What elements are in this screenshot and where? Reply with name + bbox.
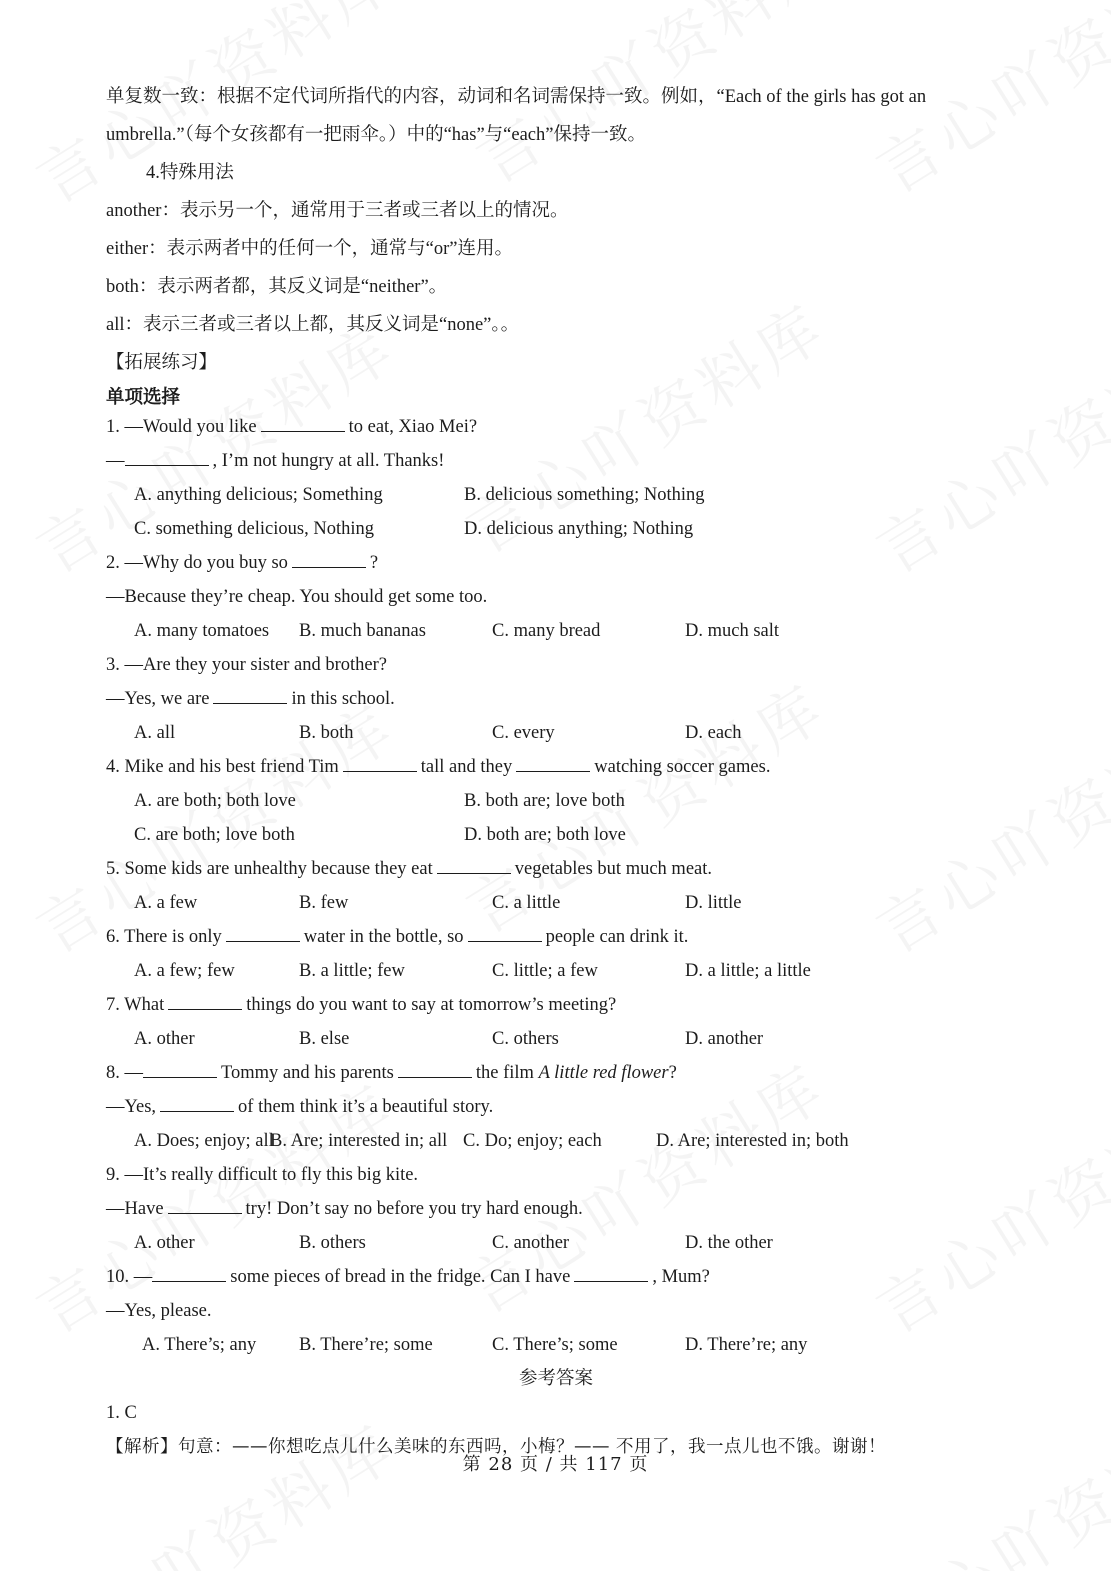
options-row [106,614,1006,648]
usage-line: both：表示两者都，其反义词是“neither”。 [106,277,448,297]
options-row [106,1022,1006,1056]
practice-heading: 【拓展练习】 [106,353,218,373]
answer-blank [226,923,300,942]
answer-blank [292,549,366,568]
option: A. many tomatoes [134,621,270,641]
question-9: 9. —It’s really difficult to fly this big kite. [106,1165,419,1185]
option: B. much bananas [299,621,426,641]
usage-line: another：表示另一个，通常用于三者或三者以上的情况。 [106,201,569,221]
question-8-response: —Yes, of them think it’s a beautiful story. [106,1090,1006,1124]
option: C. are both; love both [134,825,295,845]
option: A. Does; enjoy; all [134,1131,274,1151]
option: D. little [685,893,742,913]
option: C. every [492,723,555,743]
option: D. a little; a little [685,961,811,981]
answer-blank [152,1263,226,1282]
options-row [106,1124,1006,1158]
question-3: 3. —Are they your sister and brother? [106,655,388,675]
option: A. are both; both love [134,791,296,811]
option: A. all [134,723,176,743]
question-1: 1. —Would you like to eat, Xiao Mei? [106,410,1006,444]
page-footer: 第 28 页 / 共 117 页 [462,1454,649,1475]
option: C. others [492,1029,559,1049]
option: B. else [299,1029,350,1049]
option: B. Are; interested in; all [270,1131,448,1151]
option: C. little; a few [492,961,598,981]
option: B. a little; few [299,961,405,981]
option: B. delicious something; Nothing [464,485,705,505]
option: A. a few; few [134,961,235,981]
answer-blank [125,447,209,466]
answer-blank [143,1059,217,1078]
answer-blank [437,855,511,874]
option: B. both [299,723,354,743]
option: D. Are; interested in; both [656,1131,849,1151]
options-row [106,1226,1006,1260]
option: C. another [492,1233,570,1253]
option: C. There’s; some [492,1335,618,1355]
options-row [106,886,1006,920]
question-8: 8. — Tommy and his parents the film A little red flower? [106,1056,1006,1090]
option: C. something delicious, Nothing [134,519,374,539]
answer-analysis: 【解析】句意：——你想吃点儿什么美味的东西吗，小梅？—— 不用了，我一点儿也不饿。谢谢！ [106,1437,887,1457]
option: B. few [299,893,349,913]
options-row [106,784,1006,818]
answer-blank [168,991,242,1010]
option: D. the other [685,1233,773,1253]
option: A. anything delicious; Something [134,485,383,505]
answer-blank [398,1059,472,1078]
answer-blank [468,923,542,942]
option: D. both are; both love [464,825,626,845]
option: C. a little [492,893,561,913]
option: D. another [685,1029,764,1049]
options-row [106,1328,1006,1362]
option: B. others [299,1233,366,1253]
question-3-response: —Yes, we are in this school. [106,682,1006,716]
options-row [106,478,1006,512]
options-row [106,512,1006,546]
intro-line: 单复数一致：根据不定代词所指代的内容，动词和名词需保持一致。例如，“Each of the girls has got an [106,87,927,107]
option: D. There’re; any [685,1335,808,1355]
option: D. delicious anything; Nothing [464,519,694,539]
option: D. much salt [685,621,780,641]
options-row [106,716,1006,750]
usage-line: either：表示两者中的任何一个，通常与“or”连用。 [106,239,513,259]
option: D. each [685,723,742,743]
options-row [106,954,1006,988]
option: B. There’re; some [299,1335,433,1355]
question-5: 5. Some kids are unhealthy because they eat vegetables but much meat. [106,852,1006,886]
option: A. a few [134,893,198,913]
answer-blank [160,1093,234,1112]
question-1-response: — , I’m not hungry at all. Thanks! [106,444,1006,478]
answer-blank [261,413,345,432]
intro-line: umbrella.”（每个女孩都有一把雨伞。）中的“has”与“each”保持一致。 [106,125,646,145]
question-4: 4. Mike and his best friend Tim tall and they watching soccer games. [106,750,1006,784]
option: A. other [134,1233,195,1253]
practice-subheading: 单项选择 [106,388,181,408]
answer-blank [213,685,287,704]
option: A. other [134,1029,195,1049]
question-10-response: —Yes, please. [106,1301,212,1321]
options-row [106,818,1006,852]
question-6: 6. There is only water in the bottle, so people can drink it. [106,920,1006,954]
answer-blank [168,1195,242,1214]
option: A. There’s; any [142,1335,257,1355]
question-2: 2. —Why do you buy so ? [106,546,1006,580]
film-title: A little red flower [538,1063,669,1083]
section-title: 4.特殊用法 [146,163,234,183]
question-7: 7. What things do you want to say at tomorrow’s meeting? [106,988,1006,1022]
option: C. Do; enjoy; each [463,1131,602,1151]
answer-item: 1. C [106,1403,137,1423]
question-9-response: —Have try! Don’t say no before you try hard enough. [106,1192,1006,1226]
option: B. both are; love both [464,791,625,811]
answers-title: 参考答案 [518,1369,593,1389]
document-page [106,80,1006,1464]
usage-line: all：表示三者或三者以上都，其反义词是“none”。。 [106,315,520,335]
question-10: 10. — some pieces of bread in the fridge. Can I have , Mum? [106,1260,1006,1294]
option: C. many bread [492,621,601,641]
answer-blank [516,753,590,772]
answer-blank [574,1263,648,1282]
question-2-response: —Because they’re cheap. You should get some too. [106,587,488,607]
answer-blank [343,753,417,772]
